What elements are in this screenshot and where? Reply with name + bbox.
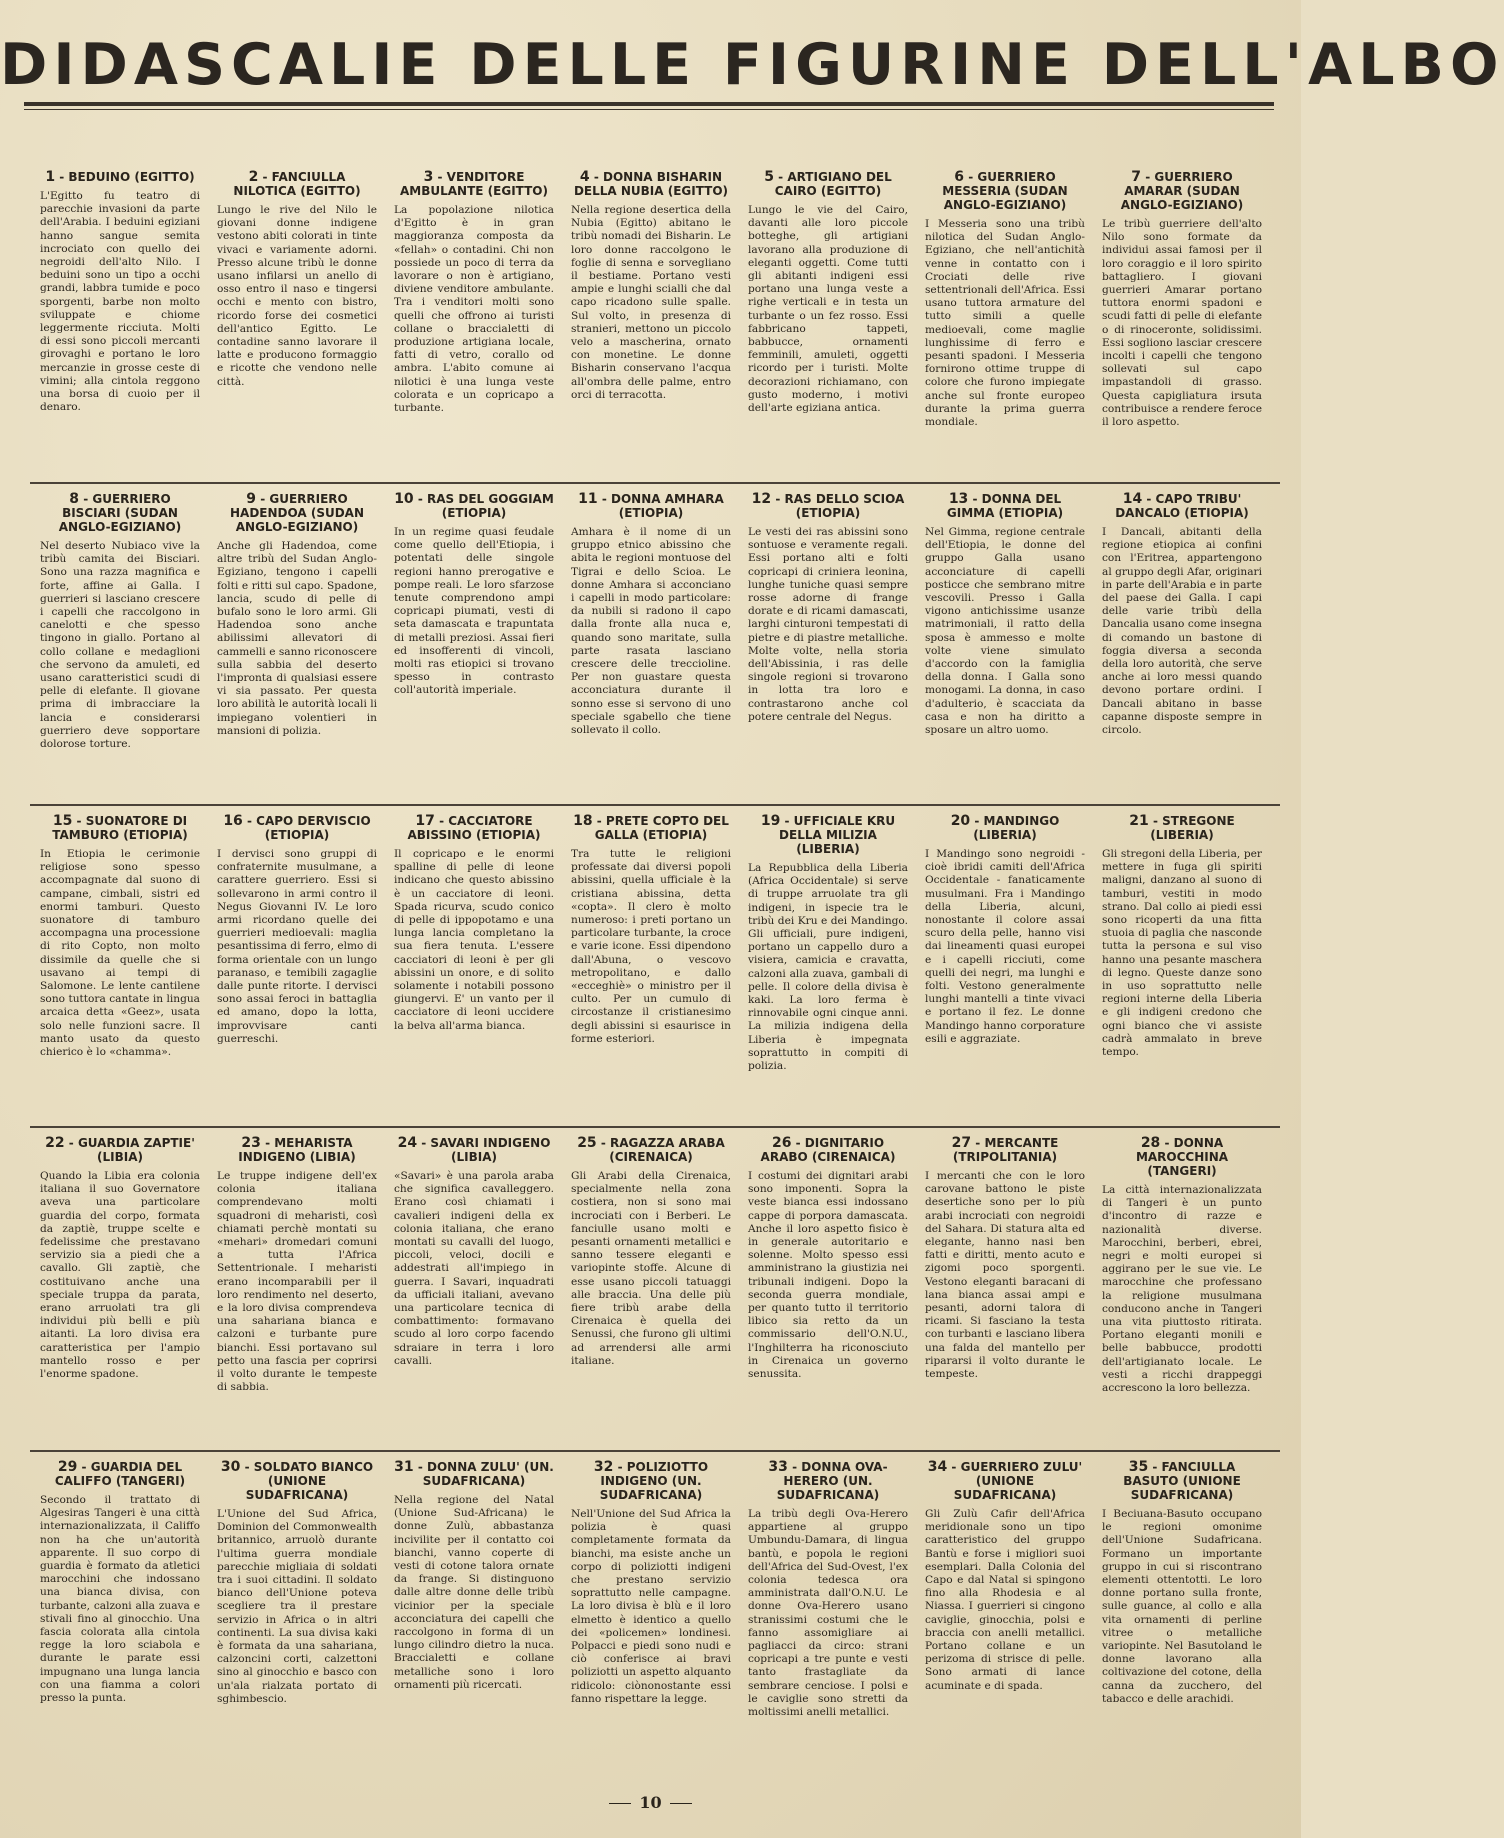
caption-separator: - (780, 814, 794, 828)
caption-title (394, 814, 554, 842)
caption-separator: - (613, 1460, 627, 1474)
caption-text: I dervisci sono gruppi di confraternite musulmane, a carattere guerriero. Essi si sollevarono in armi contro il Negus Giovanni IV. Le loro armi ricordano quelle dei guerrieri medioevali: maglia pesantissima di ferro, elmo di forma orientale con un lungo paranaso, e temibili zagaglie dalle punte ritorte. I dervisci sono assai feroci in battaglia ed amano, dopo la lotta, improvvisare canti guerreschi. (217, 848, 377, 1045)
caption-entry (1102, 1136, 1262, 1461)
caption-heading: BEDUINO (EGITTO) (68, 170, 195, 184)
caption-number: 13 (948, 491, 969, 507)
caption-text: Tra tutte le religioni professate dai diversi popoli abissini, quella ufficiale è la cristiana abissina, detta «copta». Il clero è molto numeroso: i preti portano un particolare turbante, la croce e varie icone. Essi dipendono dall'Abuna, o vescovo metropolitano, e dallo «ecceghiè» o ministro per il culto. Per un cumulo di circostanze il cristianesimo degli abissini si esaurisce in forme esteriori. (571, 848, 731, 1045)
caption-entry (394, 492, 554, 817)
caption-text: I Mandingo sono negroidi - cioè ibridi camiti dell'Africa Occidentale - fanaticamente musulmani. Fra i Mandingo della Liberia, alcuni, nonostante il colore assai scuro della pelle, hanno visi dai lineamenti quasi europei e i capelli ricciuti, come quelli dei negri, ma lunghi e folti. Vestono generalmente lunghi mantelli a tinte vivaci e portano il fez. Le donne Mandingo hanno corporature esili e aggraziate. (925, 848, 1085, 1045)
caption-entry (40, 492, 200, 817)
caption-text: Il copricapo e le enormi spalline di pelle di leone indicano che questo abissino è un cacciatore di leoni. Spada ricurva, scudo conico di pelle di ippopotamo e una lunga lancia completano la sua fiera tenuta. L'essere cacciatori di leoni è per gli abissini un onore, e di solito solamente i notabili possono giungervi. E' un vanto per il cacciatore di leoni uccidere la belva all'arma bianca. (394, 848, 554, 1032)
caption-entry (748, 1136, 908, 1461)
caption-number: 31 (394, 1459, 414, 1475)
caption-title (40, 1136, 200, 1164)
caption-number: 11 (578, 491, 598, 507)
caption-number: 17 (415, 813, 435, 829)
caption-separator: - (242, 814, 257, 828)
caption-title (217, 1460, 377, 1502)
caption-separator: - (1148, 1460, 1162, 1474)
caption-title (40, 1460, 200, 1488)
caption-title (748, 1136, 908, 1164)
caption-entry (217, 1460, 377, 1785)
caption-entry (217, 170, 377, 495)
caption-title (925, 814, 1085, 842)
caption-title (748, 814, 908, 856)
caption-title (925, 492, 1085, 520)
caption-heading: SOLDATO BIANCO (UNIONE SUDAFRICANA) (245, 1460, 374, 1502)
caption-number: 7 (1131, 169, 1142, 185)
caption-entry (1102, 170, 1262, 495)
caption-separator: - (1142, 492, 1156, 506)
caption-heading: ARTIGIANO DEL CAIRO (EGITTO) (774, 170, 892, 198)
caption-number: 14 (1122, 491, 1143, 507)
caption-title (217, 1136, 377, 1164)
caption-heading: DONNA ZULU' (UN. SUDAFRICANA) (422, 1460, 554, 1488)
caption-number: 16 (223, 813, 243, 829)
caption-title (40, 814, 200, 842)
caption-separator: - (968, 492, 982, 506)
caption-separator: - (240, 1460, 254, 1474)
caption-text: Secondo il trattato di Algesiras Tangeri è una città internazionalizzata, il Califfo non ha che un'autorità apparente. Il suo corpo di guardia è formato da atletici marocchini che indossano una bianca divisa, con turbante, calzoni alla zuava e stivali fino al ginocchio. Una fascia colorata alla cintola regge la loro sciabola e durante le parate essi impugnano una lunga lancia con una fiamma a colori presso la punta. (40, 1494, 200, 1705)
caption-number: 3 (423, 169, 434, 185)
caption-number: 22 (45, 1135, 65, 1151)
caption-heading: RAS DELLO SCIOA (ETIOPIA) (784, 492, 905, 520)
caption-entry (925, 492, 1085, 817)
caption-title (1102, 1136, 1262, 1178)
caption-title (571, 1136, 731, 1164)
caption-text: Gli stregoni della Liberia, per mettere in fuga gli spiriti maligni, danzano al suono di tamburi, vestiti in modo strano. Dal collo ai piedi essi sono ricoperti da una fitta stuoia di paglia che nasconde tutta la persona e sul viso hanno una pesante maschera di legno. Queste danze sono in uso soprattutto nelle regioni interne della Liberia e gli indigeni credono che ogni bianco che vi assiste cadrà ammalato in breve tempo. (1102, 848, 1262, 1059)
caption-text: Quando la Libia era colonia italiana il suo Governatore aveva una particolare guardia del corpo, formata da zaptiè, truppe scelte e fedelissime che prestavano servizio sia a piedi che a cavallo. Gli zaptiè, che costituivano anche una speciale truppa da parata, erano arruolati tra gli individui più belli e più aitanti. La loro divisa era caratteristica per l'ampio mantello rosso e per l'enorme spadone. (40, 1170, 200, 1381)
caption-number: 5 (764, 169, 774, 185)
caption-text: In un regime quasi feudale come quello dell'Etiopia, i potentati delle singole regioni hanno prerogative e pompe reali. Le loro sfarzose tenute comprendono ampi copricapi piumati, vesti di seta damascata e trapuntata di metalli preziosi. Assai fieri ed insofferenti di vincoli, molti ras etiopici si trovano spesso in contrasto coll'autorità imperiale. (394, 526, 554, 697)
caption-text: L'Egitto fu teatro di parecchie invasioni da parte dell'Arabia. I beduini egiziani hanno sangue semita incrociato con quello dei negroidi dell'alto Nilo. I beduini sono un tipo a occhi grandi, labbra tumide e poco sporgenti, barbe non molto sviluppate e chiome leggermente ricciuta. Molti di essi sono piccoli mercanti girovaghi e portano le loro mercanzie in grosse ceste di vimini; alla cintola reggono una borsa di cuoio per il denaro. (40, 190, 200, 414)
caption-title (1102, 1460, 1262, 1502)
caption-number: 4 (579, 169, 590, 185)
caption-heading: CAPO TRIBU' DANCALO (ETIOPIA) (1115, 492, 1249, 520)
caption-heading: DONNA AMHARA (ETIOPIA) (611, 492, 724, 520)
page-title: DIDASCALIE DELLE FIGURINE DELL'ALBO (0, 32, 1504, 98)
caption-title (394, 1136, 554, 1164)
caption-text: Le vesti dei ras abissini sono sontuose e veramente regali. Essi portano alti e folti copricapi di criniera leonina, lunghe tuniche quasi sempre rosse adorne di frange dorate e di ricami damascati, larghi cinturoni tempestati di pietre e di piastre metalliche. Molte volte, nella storia dell'Abissinia, i ras delle singole regioni si trovarono in lotta tra loro e contrastarono anche col potere centrale del Negus. (748, 526, 908, 723)
caption-separator: - (787, 1460, 802, 1474)
caption-row (40, 814, 1270, 1139)
caption-title (571, 814, 731, 842)
caption-text: Nella regione desertica della Nubia (Egitto) abitano le tribù nomadi dei Bisharin. Le loro donne raccolgono le foglie di senna e sorvegliano il bestiame. Portano vesti ampie e lunghi scialli che dal capo ricadono sulle spalle. Sul volto, in presenza di stranieri, mettono un piccolo velo a mascherina, ornato con monetine. Le donne Bisharin conservano l'acqua all'ombra delle palme, entro orci di terracotta. (571, 204, 731, 401)
caption-row (40, 1136, 1270, 1461)
caption-title (571, 170, 731, 198)
caption-entry (40, 170, 200, 495)
caption-title (1102, 814, 1262, 842)
caption-number: 23 (241, 1135, 261, 1151)
caption-separator: - (1160, 1136, 1174, 1150)
caption-heading: RAS DEL GOGGIAM (ETIOPIA) (427, 492, 554, 520)
caption-number: 33 (768, 1459, 788, 1475)
caption-heading: STREGONE (LIBERIA) (1150, 814, 1235, 842)
caption-separator: - (1148, 814, 1163, 828)
caption-entry (394, 1460, 554, 1785)
caption-text: Le tribù guerriere dell'alto Nilo sono formate da individui assai famosi per il loro coraggio e il loro spirito battagliero. I giovani guerrieri Amarar portano tuttora enormi spadoni e scudi fatti di pelle di elefante o di rinoceronte, solidissimi. Essi sogliono lasciar crescere incolti i capelli che tengono sollevati sul capo impastandoli di grasso. Questa capigliatura irsuta contribuisce a rendere feroce il loro aspetto. (1102, 218, 1262, 429)
caption-text: Nell'Unione del Sud Africa la polizia è quasi completamente formata da bianchi, ma esiste anche un corpo di poliziotti indigeni che prestano servizio soprattutto nelle campagne. La loro divisa è blù e il loro elmetto è identico a quello dei «policemen» londinesi. Polpacci e piedi sono nudi e ciò conferisce ai bravi poliziotti un aspetto alquanto ridicolo: ciònonostante essi fanno rispettare la legge. (571, 1508, 731, 1705)
caption-separator: - (434, 814, 449, 828)
caption-text: In Etiopia le cerimonie religiose sono spesso accompagnate dal suono di campane, cimbali, sistri ed enormi tamburi. Questo suonatore di tamburo accompagna una processione di rito Copto, non molto dissimile da quelle che si usavano ai tempi di Salomone. Le lente cantilene sono tuttora cantate in lingua arcaica detta «Geez», usata solo nelle funzioni sacre. Il manto usato da questo chierico è lo «chamma». (40, 848, 200, 1059)
caption-title (925, 1460, 1085, 1502)
caption-heading: VENDITORE AMBULANTE (EGITTO) (400, 170, 548, 198)
caption-entry (748, 1460, 908, 1785)
caption-number: 8 (69, 491, 80, 507)
caption-text: Le truppe indigene dell'ex colonia italiana comprendevano molti squadroni di meharisti, così chiamati perchè montati su «mehari» dromedari comuni a tutta l'Africa Settentrionale. I meharisti erano incomparabili per il loro rendimento nel deserto, e la loro divisa comprendeva una sahariana bianca e calzoni e turbante pure bianchi. Essi portavano sul petto una fascia per coprirsi il volto durante le tempeste di sabbia. (217, 1170, 377, 1394)
caption-title (748, 170, 908, 198)
caption-text: I mercanti che con le loro carovane battono le piste desertiche sono per lo più arabi incrociati con negroidi del Sahara. Di statura alta ed elegante, hanno nasi ben fatti e diritti, mento acuto e zigomi poco sporgenti. Vestono eleganti baracani di lana bianca assai ampi e pesanti, adorni talora di ricami. Si fasciano la testa con turbanti e lasciano libera una falda del mantello per ripararsi il volto durante le tempeste. (925, 1170, 1085, 1381)
caption-entry (571, 492, 731, 817)
caption-row (40, 492, 1270, 817)
caption-title (925, 1136, 1085, 1164)
caption-heading: MANDINGO (LIBERIA) (973, 814, 1060, 842)
caption-text: La popolazione nilotica d'Egitto è in gran maggioranza composta da «fellah» o contadini. Chi non possiede un poco di terra da lavorare o non è artigiano, diviene venditore ambulante. Tra i venditori molti sono quelli che offrono ai turisti collane o braccialetti di produzione artigiana locale, fatti di vetro, corallo od ambra. L'abito comune ai nilotici è una lunga veste colorata e un copricapo a turbante. (394, 204, 554, 415)
caption-entry (40, 1460, 200, 1785)
caption-entry (925, 1136, 1085, 1461)
caption-number: 10 (394, 491, 414, 507)
caption-text: La città internazionalizzata di Tangeri è un punto d'incontro di razze e nazionalità diverse. Marocchini, berberi, ebrei, negri e molti europei si aggirano per le sue vie. Le marocchine che professano la religione musulmana conducono anche in Tangeri una vita piuttosto ritirata. Portano eleganti monili e belle babbucce, prodotti dell'artigianato locale. Le vesti a ricchi drappeggi accrescono la loro bellezza. (1102, 1184, 1262, 1395)
caption-heading: UFFICIALE KRU DELLA MILIZIA (LIBERIA) (779, 814, 896, 856)
caption-title (217, 492, 377, 534)
caption-number: 21 (1129, 813, 1149, 829)
caption-number: 15 (52, 813, 73, 829)
caption-text: Nel deserto Nubiaco vive la tribù camita dei Bisciari. Sono una razza magnifica e forte, affine ai Galla. I guerrieri si lasciano crescere i capelli che raccolgono in canelotti e che spesso tingono in giallo. Portano al collo collane e medaglioni che servono da amuleti, ed usano caratteristici scudi di pelle di elefante. Il giovane prima di imbracciare la lancia e considerarsi guerriero deve sopportare dolorose torture. (40, 540, 200, 751)
caption-entry (1102, 1460, 1262, 1785)
caption-title (394, 170, 554, 198)
caption-text: I costumi dei dignitari arabi sono imponenti. Sopra la veste bianca essi indossano cappe di porpora damascata. Anche il loro aspetto fisico è in generale autoritario e solenne. Molto spesso essi amministrano la giustizia nei tribunali indigeni. Dopo la seconda guerra mondiale, per quanto tutto il territorio libico sia retto da un commissario dell'O.N.U., l'Inghilterra ha riconosciuto in Cirenaica un governo senussita. (748, 1170, 908, 1381)
caption-number: 18 (573, 813, 593, 829)
caption-number: 1 (45, 169, 56, 185)
caption-separator: - (413, 492, 428, 506)
caption-number: 9 (246, 491, 257, 507)
caption-entry (40, 1136, 200, 1461)
caption-separator: - (77, 1460, 91, 1474)
caption-entry (217, 1136, 377, 1461)
caption-number: 27 (951, 1135, 972, 1151)
caption-heading: FANCIULLA NILOTICA (EGITTO) (233, 170, 361, 198)
caption-number: 35 (1128, 1459, 1149, 1475)
caption-separator: - (413, 1460, 427, 1474)
caption-text: Lungo le rive del Nilo le giovani donne indigene vestono abiti colorati in tinte vivaci e variamente adorni. Presso alcune tribù le donne usano infilarsi un anello di osso entro il naso e tingersi occhi e mento con bistro, ricordo forse dei cosmetici dell'antico Egitto. Le contadine sanno lavorare il latte e producono formaggio e ricotte che vendono nelle città. (217, 204, 377, 388)
caption-separator: - (791, 1136, 805, 1150)
page-number: 10 (0, 1793, 1301, 1812)
caption-title (925, 170, 1085, 212)
caption-text: Anche gli Hadendoa, come altre tribù del Sudan Anglo-Egiziano, tengono i capelli folti e ritti sul capo. Spadone, lancia, scudo di pelle di bufalo sono le loro armi. Gli Hadendoa sono anche abilissimi allevatori di cammelli e sanno riconoscere sulla sabbia del deserto l'impronta di qualsiasi essere vi sia passato. Per questa loro abilità le autorità locali li impiegano volentieri in mansioni di polizia. (217, 540, 377, 737)
caption-separator: - (592, 814, 606, 828)
caption-heading: DONNA DEL GIMMA (ETIOPIA) (946, 492, 1064, 520)
caption-text: La Repubblica della Liberia (Africa Occidentale) si serve di truppe arruolate tra gli indigeni, in ispecie tra le tribù dei Kru e dei Mandingo. Gli ufficiali, pure indigeni, portano un cappello duro a visiera, camicia e cravatta, calzoni alla zuava, gambali di pelle. Il colore della divisa è kaki. La loro ferma è rinnovabile ogni cinque anni. La milizia indigena della Liberia è impegnata soprattutto in compiti di polizia. (748, 862, 908, 1073)
caption-entry (394, 814, 554, 1139)
caption-heading: GUERRIERO MESSERIA (SUDAN ANGLO-EGIZIANO) (942, 170, 1068, 212)
caption-number: 20 (950, 813, 971, 829)
caption-entry (748, 814, 908, 1139)
caption-number: 34 (927, 1459, 948, 1475)
caption-number: 30 (220, 1459, 241, 1475)
caption-entry (748, 170, 908, 495)
caption-entry (394, 170, 554, 495)
caption-heading: CAPO DERVISCIO (ETIOPIA) (256, 814, 371, 842)
title-rule-thin (24, 109, 1274, 110)
caption-title (394, 1460, 554, 1488)
caption-separator: - (417, 1136, 431, 1150)
caption-number: 6 (954, 169, 965, 185)
caption-title (40, 492, 200, 534)
caption-row (40, 170, 1270, 495)
caption-entry (394, 1136, 554, 1461)
caption-heading: MERCANTE (TRIPOLITANIA) (952, 1136, 1059, 1164)
caption-title (748, 1460, 908, 1502)
caption-heading: SUONATORE DI TAMBURO (ETIOPIA) (52, 814, 188, 842)
caption-title (40, 170, 200, 184)
caption-heading: POLIZIOTTO INDIGENO (UN. SUDAFRICANA) (599, 1460, 709, 1502)
caption-heading: GUERRIERO AMARAR (SUDAN ANGLO-EGIZIANO) (1120, 170, 1244, 212)
caption-separator: - (258, 170, 272, 184)
caption-number: 29 (57, 1459, 78, 1475)
caption-entry (748, 492, 908, 817)
caption-entry (571, 1460, 731, 1785)
caption-text: I Beciuana-Basuto occupano le regioni omonime dell'Unione Sudafricana. Formano un importante gruppo in cui si riscontrano elementi ottentotti. Le loro donne portano sulla fronte, sulle guance, al collo e alla vita ornamenti di perline vitree o metalliche variopinte. Nel Basutoland le donne lavorano alla coltivazione del cotone, della canna da zucchero, del tabacco e delle arachidi. (1102, 1508, 1262, 1705)
caption-entry (217, 814, 377, 1139)
caption-text: I Messeria sono una tribù nilotica del Sudan Anglo-Egiziano, che nell'antichità venne in contatto con i Crociati delle rive settentrionali dell'Africa. Essi usano tuttora armature del tutto simili a quelle medioevali, come maglie lunghissime di ferro e pesanti spadoni. I Messeria fornirono ottime truppe di colore che furono impiegate anche sul fronte europeo durante la prima guerra mondiale. (925, 218, 1085, 429)
caption-heading: GUARDIA ZAPTIE' (LIBIA) (77, 1136, 195, 1164)
caption-entry (571, 170, 731, 495)
caption-text: Nella regione del Natal (Unione Sud-Africana) le donne Zulù, abbastanza incivilite per il contatto coi bianchi, vanno coperte di vesti di cotone talora ornate da frange. Si distinguono dalle altre donne delle tribù vicinior per la speciale acconciatura dei capelli che raccolgono in forma di un lungo cilindro dietro la nuca. Braccialetti e collane metalliche sono i loro ornamenti più ricercati. (394, 1494, 554, 1691)
caption-text: I Dancali, abitanti della regione etiopica ai confini con l'Eritrea, appartengono al gruppo degli Afar, originari in parte dell'Arabia e in parte del paese dei Galla. I capi delle varie tribù della Dancalia usano come insegna di comando un bastone di foggia diversa a seconda della loro autorità, che serve anche ai loro messi quando devono portare ordini. I Dancali abitano in basse capanne disposte sempre in circolo. (1102, 526, 1262, 737)
caption-entry (1102, 814, 1262, 1139)
caption-entry (217, 492, 377, 817)
caption-entry (571, 1136, 731, 1461)
caption-heading: MEHARISTA INDIGENO (LIBIA) (238, 1136, 356, 1164)
caption-heading: CACCIATORE ABISSINO (ETIOPIA) (407, 814, 541, 842)
caption-number: 12 (751, 491, 772, 507)
caption-separator: - (597, 492, 611, 506)
caption-title (571, 1460, 731, 1502)
caption-title (217, 814, 377, 842)
caption-text: Nel Gimma, regione centrale dell'Etiopia, le donne del gruppo Galla usano acconciature di capelli posticce che sembrano mitre vescovili. Presso i Galla vigono antichissime usanze matrimoniali, il ratto della sposa è ammesso e molte volte viene simulato d'accordo con la famiglia della donna. I Galla sono monogami. La donna, in caso d'adulterio, è scacciata da casa e non ha diritto a sposare un altro uomo. (925, 526, 1085, 737)
caption-text: Amhara è il nome di un gruppo etnico abissino che abita le regioni montuose del Tigrai e dello Scioa. Le donne Amhara si acconciano i capelli in modo particolare: da nubili si radono il capo dalla fronte alla nuca e, quando sono maritate, sulla parte rasata lasciano crescere delle treccioline. Per non guastare questa acconciatura durante il sonno esse si servono di uno speciale sgabello che tiene sollevato il collo. (571, 526, 731, 737)
caption-heading: GUERRIERO ZULU' (UNIONE SUDAFRICANA) (953, 1460, 1083, 1502)
caption-number: 32 (593, 1459, 614, 1475)
caption-number: 2 (248, 169, 259, 185)
caption-separator: - (964, 170, 978, 184)
caption-separator: - (773, 170, 788, 184)
caption-separator: - (947, 1460, 961, 1474)
caption-separator: - (256, 492, 270, 506)
caption-number: 19 (760, 813, 781, 829)
caption-separator: - (596, 1136, 611, 1150)
caption-entry (1102, 492, 1262, 817)
caption-text: Gli Zulù Cafir dell'Africa meridionale sono un tipo caratteristico del gruppo Bantù e forse i migliori suoi esemplari. Dalla Colonia del Capo e dal Natal si spingono fino alla Rhodesia e al Niassa. I guerrieri si cingono caviglie, ginocchia, polsi e braccia con anelli metallici. Portano collane e un perizoma di strisce di pelle. Sono armati di lance acuminate e di spada. (925, 1508, 1085, 1692)
caption-separator: - (970, 814, 984, 828)
caption-separator: - (1141, 170, 1155, 184)
caption-separator: - (433, 170, 447, 184)
caption-entry (925, 1460, 1085, 1785)
caption-entry (925, 170, 1085, 495)
caption-row (40, 1460, 1270, 1785)
caption-text: «Savari» è una parola araba che significa cavalleggero. Erano così chiamati i cavalieri indigeni della ex colonia italiana, che erano montati su cavalli del luogo, piccoli, veloci, docili e addestrati all'impiego in guerra. I Savari, inquadrati da ufficiali italiani, avevano una particolare tecnica di combattimento: formavano scudo al loro corpo facendo sdraiare in terra i loro cavalli. (394, 1170, 554, 1367)
caption-title (217, 170, 377, 198)
caption-heading: RAGAZZA ARABA (CIRENAICA) (609, 1136, 725, 1164)
caption-heading: DONNA MAROCCHINA (TANGERI) (1135, 1136, 1229, 1178)
caption-separator: - (589, 170, 604, 184)
caption-number: 25 (577, 1135, 597, 1151)
caption-text: Gli Arabi della Cirenaica, specialmente nella zona costiera, non si sono mai incrociati con i Berberi. Le fanciulle usano molti e pesanti ornamenti metallici e sanno tessere eleganti e variopinte stoffe. Alcune di esse usano piccoli tatuaggi alle braccia. Una delle più fiere tribù arabe della Cirenaica è quella dei Senussi, che furono gli ultimi ad arrendersi alle armi italiane. (571, 1170, 731, 1367)
caption-heading: GUARDIA DEL CALIFFO (TANGERI) (54, 1460, 186, 1488)
caption-separator: - (64, 1136, 78, 1150)
caption-heading: DONNA BISHARIN DELLA NUBIA (EGITTO) (573, 170, 729, 198)
caption-heading: GUERRIERO HADENDOA (SUDAN ANGLO-EGIZIANO) (230, 492, 364, 534)
caption-title (1102, 170, 1262, 212)
caption-entry (40, 814, 200, 1139)
caption-heading: PRETE COPTO DEL GALLA (ETIOPIA) (594, 814, 729, 842)
caption-separator: - (79, 492, 93, 506)
caption-text: La tribù degli Ova-Herero appartiene al gruppo Umbundu-Damara, di lingua bantù, e popola le regioni dell'Africa del Sud-Ovest, l'ex colonia tedesca ora amministrata dall'O.N.U. Le donne Ova-Herero usano stranissimi costumi che le fanno assomigliare ai pagliacci da circo: strani copricapi a tre punte e vesti tanto frastagliate da sembrare cenciose. I polsi e le caviglie sono stretti da moltissimi anelli metallici. (748, 1508, 908, 1719)
caption-separator: - (72, 814, 86, 828)
caption-text: L'Unione del Sud Africa, Dominion del Commonwealth britannico, arruolò durante l'ultima guerra mondiale parecchie migliaia di soldati tra i suoi cittadini. Il soldato bianco dell'Unione poteva scegliere tra il prestare servizio in Africa o in altri continenti. La sua divisa kaki è formata da una sahariana, calzoncini corti, calzettoni sino al ginocchio e basco con un'ala rialzata portato di sghimbescio. (217, 1508, 377, 1705)
caption-title (571, 492, 731, 520)
caption-heading: FANCIULLA BASUTO (UNIONE SUDAFRICANA) (1123, 1460, 1241, 1502)
caption-separator: - (260, 1136, 275, 1150)
caption-title (748, 492, 908, 520)
caption-separator: - (971, 1136, 985, 1150)
caption-heading: DONNA OVA-HERERO (UN. SUDAFRICANA) (776, 1460, 888, 1502)
caption-number: 28 (1140, 1135, 1161, 1151)
title-rule (24, 102, 1274, 106)
caption-heading: GUERRIERO BISCIARI (SUDAN ANGLO-EGIZIANO) (58, 492, 182, 534)
caption-title (394, 492, 554, 520)
caption-text: Lungo le vie del Cairo, davanti alle loro piccole botteghe, gli artigiani lavorano alla produzione di eleganti oggetti. Come tutti gli abitanti indigeni essi portano una lunga veste a righe verticali e in testa un turbante o un fez rosso. Essi fabbricano tappeti, babbucce, ornamenti femminili, amuleti, oggetti ricordo per i turisti. Molte decorazioni richiamano, con gusto moderno, i motivi dell'arte egiziana antica. (748, 204, 908, 415)
caption-number: 26 (771, 1135, 792, 1151)
caption-entry (925, 814, 1085, 1139)
caption-number: 24 (397, 1135, 418, 1151)
caption-title (1102, 492, 1262, 520)
caption-heading: DIGNITARIO ARABO (CIRENAICA) (760, 1136, 896, 1164)
caption-heading: SAVARI INDIGENO (LIBIA) (430, 1136, 551, 1164)
caption-separator: - (55, 170, 69, 184)
caption-entry (571, 814, 731, 1139)
caption-separator: - (771, 492, 785, 506)
